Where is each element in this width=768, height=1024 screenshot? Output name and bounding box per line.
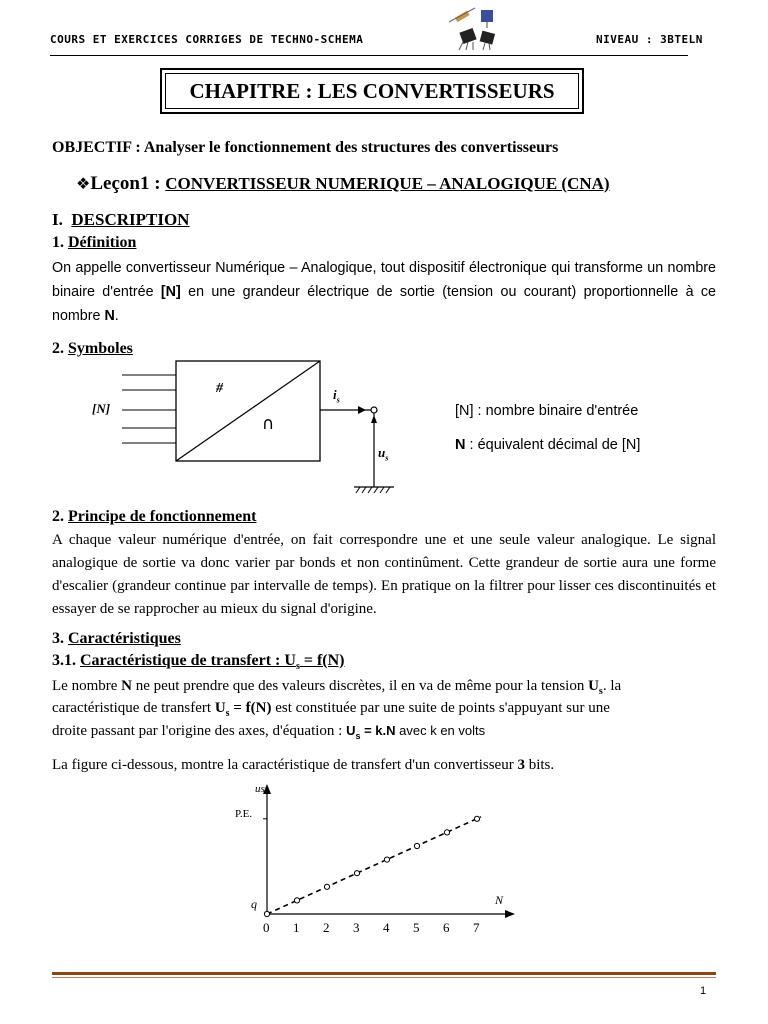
- y-tick-q: q: [251, 897, 257, 911]
- objective: [52, 139, 558, 157]
- x-axis-label: N: [495, 893, 504, 907]
- l2b: U: [214, 700, 226, 716]
- symbol-legend-1: [N] : nombre binaire d'entrée: [455, 403, 639, 419]
- section-title: DESCRIPTION: [71, 210, 190, 229]
- symbol-current-label: [333, 387, 340, 405]
- x-tick-label: 1: [293, 920, 300, 935]
- l3d: avec k en volts: [395, 723, 486, 738]
- current-letter: i: [333, 387, 337, 402]
- x-tick-label: 0: [263, 920, 270, 935]
- arrow-head-icon: [358, 406, 366, 414]
- symbol-legend-2: [455, 437, 640, 453]
- principle-text: A chaque valeur numérique d'entrée, on fait correspondre une et une seule valeur analogique. Le signal analogique de sortie va donc varier par bonds et non continûment. Cette grandeur de sortie aura une forme d'escalier (grandeur continue par intervalle de temps). En pratique on la filtrer pour lisser ces discontinuités et essayer de se rapprocher au mieux du signal d'origine.: [52, 532, 716, 617]
- header-left: COURS ET EXERCICES CORRIGES DE TECHNO-SCHEMA: [50, 33, 364, 46]
- legend2-bold: N: [455, 437, 466, 453]
- fig-a: La figure ci-dessous, montre la caractéristique de transfert d'un convertisseur: [52, 757, 518, 773]
- data-point: [444, 830, 449, 835]
- l2c: = f(N): [229, 700, 272, 716]
- header-right: NIVEAU : 3BTELN: [596, 33, 703, 46]
- transfer-line-3: [52, 719, 716, 748]
- symbol-voltage-label: [378, 445, 388, 463]
- l2a: caractéristique de transfert: [52, 700, 215, 716]
- transfer-title: [80, 652, 345, 673]
- voltage-sub: s: [385, 453, 389, 463]
- l3c: = k.N: [360, 723, 396, 738]
- l1c: ne peut prendre que des valeurs discrètes, il en va de même pour la tension: [131, 678, 589, 694]
- x-tick-label: 4: [383, 920, 390, 935]
- footer-rule-thin: [52, 977, 716, 978]
- l2d: est constituée par une suite de points s'appuyant sur une: [271, 700, 610, 716]
- x-tick-label: 2: [323, 920, 330, 935]
- l2b-sub: s: [225, 708, 230, 719]
- principle-num: 2.: [52, 508, 64, 525]
- l3a: droite passant par l'origine des axes, d'équation :: [52, 723, 347, 739]
- transfer-chart: [225, 780, 525, 945]
- l1a: Le nombre: [52, 678, 122, 694]
- definition-num: 1.: [52, 234, 64, 251]
- data-point: [264, 911, 269, 916]
- fig-c: bits.: [524, 757, 555, 773]
- objective-label: OBJECTIF :: [52, 139, 141, 156]
- l1e: . la: [602, 678, 622, 694]
- footer-rule: [52, 972, 716, 975]
- l3b: U: [346, 723, 356, 738]
- objective-text: Analyser le fonctionnement des structures des convertisseurs: [140, 139, 559, 156]
- fig-b: 3: [517, 757, 525, 773]
- transfer-title-end: = f(N): [299, 652, 345, 669]
- definition-heading: [52, 234, 136, 252]
- symbol-analog: ∩: [262, 414, 275, 434]
- y-axis-label: us: [255, 783, 265, 795]
- def-bold-n-bracket: [N]: [160, 284, 181, 300]
- figure-intro: [52, 754, 716, 777]
- transistor-shape: [459, 28, 476, 44]
- section-num: I.: [52, 210, 63, 229]
- voltage-arrow-icon: [371, 415, 377, 423]
- data-point: [354, 871, 359, 876]
- lesson-label: Leçon1 :: [90, 173, 161, 194]
- def-text-2: en une grandeur électrique de sortie (tension ou courant) proportionnelle à ce nombre: [52, 284, 716, 324]
- symbol-input-label: [N]: [92, 401, 111, 416]
- lesson-heading: [76, 173, 610, 195]
- lesson-title: CONVERTISSEUR NUMERIQUE – ANALOGIQUE (CNA): [165, 174, 610, 193]
- l1d: U: [588, 678, 599, 694]
- def-text-3: .: [114, 308, 119, 324]
- l1b: N: [121, 678, 132, 694]
- capacitor-shape: [481, 10, 493, 22]
- x-tick-label: 3: [353, 920, 360, 935]
- legend2-text: : équivalent décimal de [N]: [465, 437, 641, 453]
- transfer-title-text: Caractéristique de transfert : U: [80, 652, 296, 669]
- x-tick-label: 6: [443, 920, 450, 935]
- symbols-num: 2.: [52, 340, 64, 357]
- data-point: [384, 857, 389, 862]
- data-point: [414, 843, 419, 848]
- symbols-title: Symboles: [68, 340, 133, 357]
- data-point: [324, 884, 329, 889]
- current-sub: s: [336, 395, 340, 405]
- x-tick-label: 7: [473, 920, 480, 935]
- def-bold-n: N: [104, 308, 115, 324]
- x-tick-label: 5: [413, 920, 420, 935]
- y-tick-pe: P.E.: [235, 808, 253, 820]
- caract-title: Caractéristiques: [68, 630, 181, 647]
- definition-text: [52, 256, 716, 328]
- output-terminal: [371, 407, 377, 413]
- l1d-sub: s: [598, 686, 603, 697]
- chapter-title-box: [160, 68, 584, 114]
- caract-heading: [52, 630, 181, 648]
- symbol-hash: #: [216, 381, 223, 396]
- transfer-title-sub: s: [295, 661, 300, 673]
- transfer-num: 3.1.: [52, 652, 76, 669]
- principle-heading: [52, 508, 256, 526]
- transfer-heading: [52, 652, 345, 672]
- principle-title: Principe de fonctionnement: [68, 508, 257, 525]
- voltage-letter: u: [378, 445, 386, 460]
- regulator-shape: [480, 31, 495, 45]
- page-number: 1: [700, 985, 707, 997]
- header-rule: [50, 55, 688, 56]
- section-description: [52, 210, 189, 230]
- definition-title: Définition: [68, 234, 137, 251]
- x-axis-arrow-icon: [505, 910, 515, 918]
- cna-symbol-diagram: [90, 355, 410, 500]
- components-icon: [445, 4, 505, 52]
- data-point: [294, 898, 299, 903]
- diamond-bullet-icon: ❖: [76, 174, 91, 193]
- l3b-sub: s: [355, 731, 361, 741]
- def-text-1: On appelle convertisseur Numérique – Analogique, tout dispositif électronique qui transforme un nombre binaire d'entrée: [52, 260, 716, 300]
- chapter-title: CHAPITRE : LES CONVERTISSEURS: [165, 73, 579, 109]
- data-point: [474, 816, 479, 821]
- caract-num: 3.: [52, 630, 64, 647]
